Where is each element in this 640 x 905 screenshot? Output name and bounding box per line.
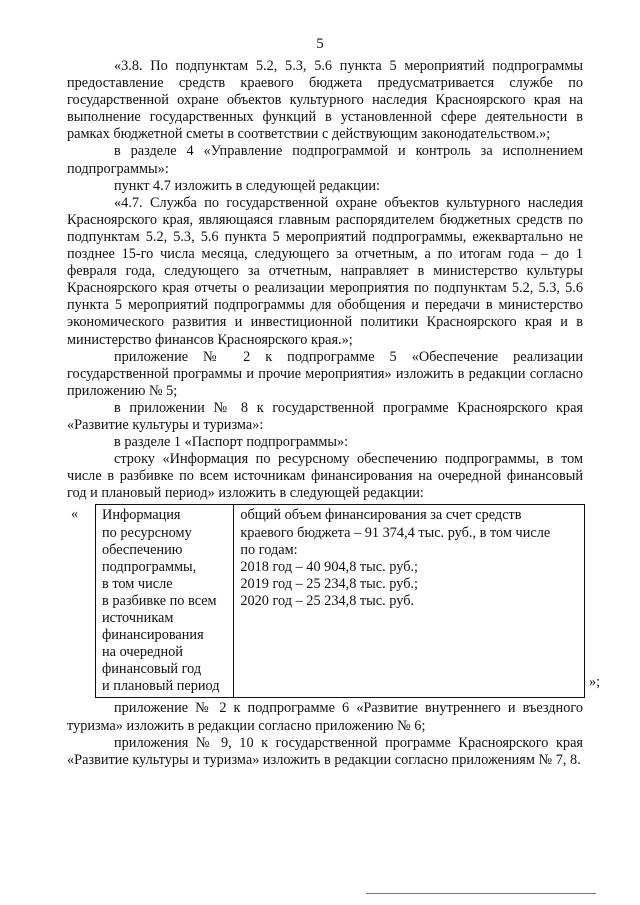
table-row xyxy=(96,505,585,698)
paragraph-4-7-text: «4.7. Служба по государственной охране объектов культурного наследия Красноярского края, являющаяся главным распорядителем бюджетных средств по подпунктам 5.2, 5.3, 5.6 пункта 5 мероприятий подпрограммы, ежеквартально не позднее 15-го числа месяца, следующего за отчетным, а по итогам года – до 1 февраля года, следующего за отчетным, направляет в министерство культуры Красноярского края отчеты о реализации мероприятия по подпунктам 5.2, 5.3, 5.6 пункта 5 мероприятий подпрограммы для обобщения и передачи в министерство экономического развития и инвестиционной политики Красноярского края и в министерство финансов Красноярского края.»; xyxy=(67,194,583,348)
table-cell-label xyxy=(96,505,234,698)
label-line: в том числе xyxy=(102,575,173,592)
label-line: и плановый период xyxy=(102,678,220,695)
paragraph-appendix-2-sub6: приложение № 2 к подпрограмме 6 «Развитие внутреннего и въездного туризма» изложить в редакции согласно приложению № 6; xyxy=(67,700,583,734)
passport-table-wrap xyxy=(67,504,601,700)
passport-table xyxy=(95,504,585,698)
quote-close: »; xyxy=(589,674,601,691)
label-line: Информация xyxy=(102,507,181,524)
document-body xyxy=(67,58,601,769)
label-line: в разбивке по всем xyxy=(102,592,217,609)
label-line: на очередной xyxy=(102,644,183,661)
value-line: 2020 год – 25 234,8 тыс. руб. xyxy=(240,592,415,609)
value-line: 2019 год – 25 234,8 тыс. руб.; xyxy=(240,575,419,592)
value-line: 2018 год – 40 904,8 тыс. руб.; xyxy=(240,558,419,575)
paragraph-appendices-9-10: приложения № 9, 10 к государственной программе Красноярского края «Развитие культуры и туризма» изложить в редакции согласно приложениям № 7, 8. xyxy=(67,734,583,768)
label-line: подпрограммы, xyxy=(102,558,197,575)
paragraph-row-info: строку «Информация по ресурсному обеспечению подпрограммы, в том числе в разбивке по всем источникам финансирования на очередной финансовый год и плановый период» изложить в следующей редакции: xyxy=(67,451,583,502)
paragraph-3-8: «3.8. По подпунктам 5.2, 5.3, 5.6 пункта 5 мероприятий подпрограммы предоставление средств краевого бюджета предусматривается службе по государственной охране объектов культурного наследия Красноярского края на выполнение государственных функций в установленной сфере деятельности в рамках бюджетной сметы в соответствии с действующим законодательством.»; xyxy=(67,58,583,143)
bottom-rule xyxy=(366,893,596,894)
page-number: 5 xyxy=(316,36,324,52)
paragraph-section-1: в разделе 1 «Паспорт подпрограммы»: xyxy=(114,434,349,451)
table-cell-value xyxy=(234,505,585,698)
paragraph-appendix-2-sub5: приложение № 2 к подпрограмме 5 «Обеспечение реализации государственной программы и прочие мероприятия» изложить в редакции согласно приложению № 5; xyxy=(67,348,583,399)
value-line: общий объем финансирования за счет средств xyxy=(240,507,522,524)
label-line: источникам xyxy=(102,610,174,626)
value-line: краевого бюджета – 91 374,4 тыс. руб., в том числе xyxy=(240,524,551,541)
quote-open: « xyxy=(71,506,79,523)
label-line: по ресурсному xyxy=(102,524,192,541)
value-line: по годам: xyxy=(240,541,298,558)
label-line: финансовый год xyxy=(102,661,202,678)
paragraph-section-4: в разделе 4 «Управление подпрограммой и контроль за исполнением подпрограммы»: xyxy=(67,143,583,177)
label-line: финансирования xyxy=(102,627,204,644)
paragraph-appendix-8: в приложении № 8 к государственной программе Красноярского края «Развитие культуры и туризма»: xyxy=(67,399,583,433)
label-line: обеспечению xyxy=(102,541,183,558)
paragraph-item-4-7: пункт 4.7 изложить в следующей редакции: xyxy=(114,177,381,194)
